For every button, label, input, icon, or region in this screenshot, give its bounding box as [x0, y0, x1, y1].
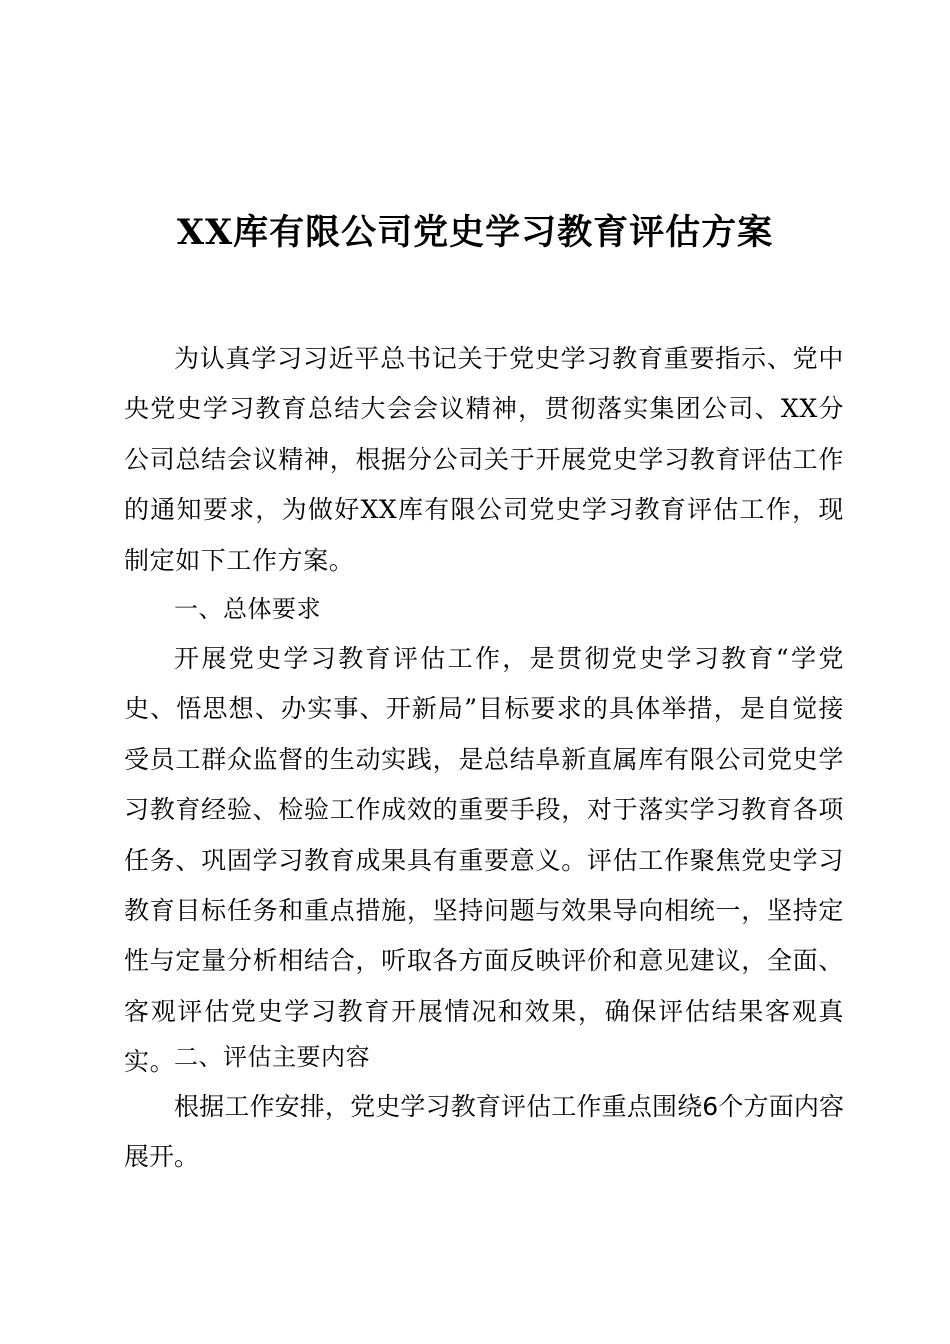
document-title: XX库有限公司党史学习教育评估方案: [176, 212, 774, 253]
section-2-body: 根据工作安排，党史学习教育评估工作重点围绕6个方面内容展开。: [124, 1092, 844, 1171]
intro-paragraph: 为认真学习习近平总书记关于党史学习教育重要指示、党中央党史学习教育总结大会会议精神，贯彻落实集团公司、XX分公司总结会议精神，根据分公司关于开展党史学习教育评估工作的通知要求，为做好XX库有限公司党史学习教育评估工作，现制定如下工作方案。: [124, 344, 844, 575]
section-1-body: 开展党史学习教育评估工作，是贯彻党史学习教育“学党史、悟思想、办实事、开新局”目标要求的具体举措，是自觉接受员工群众监督的生动实践，是总结阜新直属库有限公司党史学习教育经验、检验工作成效的重要手段，对于落实学习教育各项任务、巩固学习教育成果具有重要意义。评估工作聚焦党史学习教育目标任务和重点措施，坚持问题与效果导向相统一，坚持定性与定量分析相结合，听取各方面反映评价和意见建议，全面、客观评估党史学习教育开展情况和效果，确保评估结果客观真实。: [124, 644, 844, 1077]
section-1-heading: 一、总体要求: [174, 595, 321, 623]
section-2-heading: 二、评估主要内容: [174, 1043, 370, 1071]
